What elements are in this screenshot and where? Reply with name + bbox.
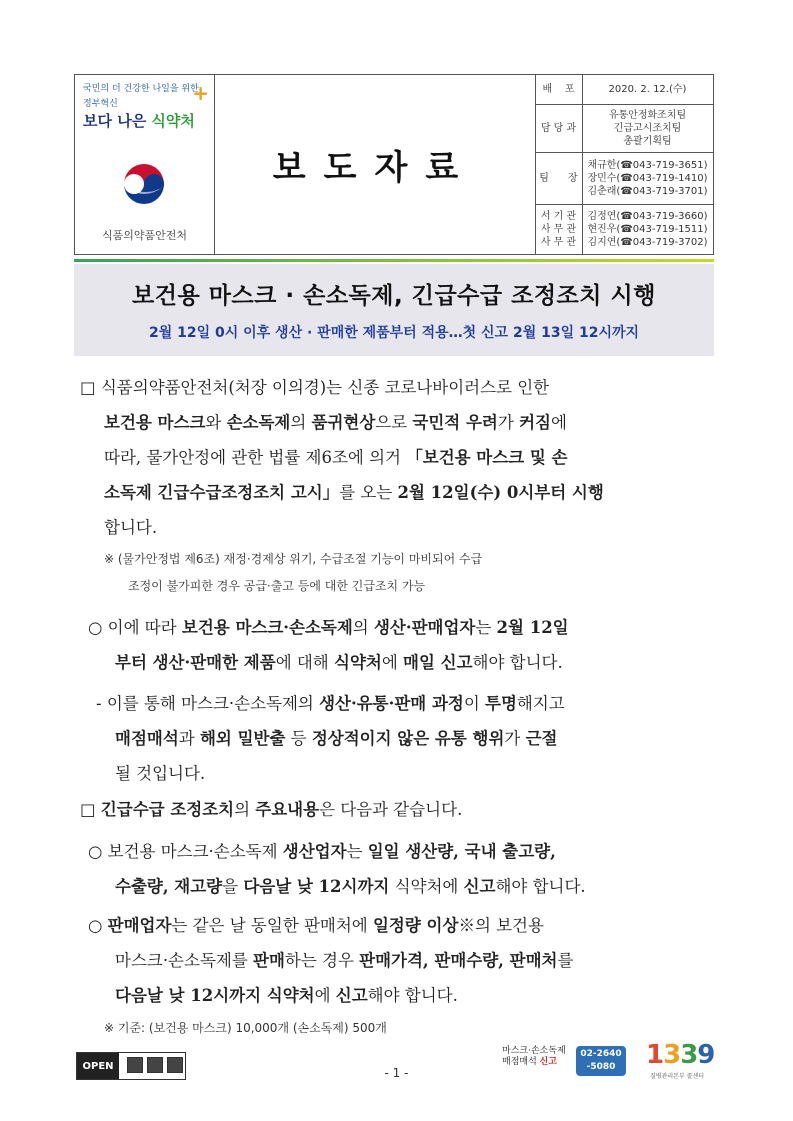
agency-name: 식품의약품안전처 — [101, 229, 187, 242]
info-value: 유통안정화조치팀 긴급고시조치팀 총괄기획팀 — [608, 110, 687, 147]
hotline-digit: 9 — [697, 1040, 715, 1070]
paragraph-transparency — [96, 686, 565, 791]
title-column — [214, 75, 536, 254]
government-innovation-slogan — [83, 81, 207, 141]
paragraph-line: ○ 이에 따라 보건용 마스크·손소독제의 생산·판매업자는 2월 12일 — [88, 618, 569, 637]
open-label: OPEN — [77, 1053, 119, 1079]
logo-column — [75, 75, 215, 254]
info-value: 2020. 2. 12.(수) — [608, 84, 687, 95]
plus-icon: + — [192, 81, 209, 105]
headline-band — [74, 264, 714, 356]
paragraph-intro — [80, 370, 604, 545]
slogan-line-2: 정부혁신 — [83, 99, 118, 109]
hotline-1339-logo — [646, 1040, 714, 1070]
report-phone-badge: 02-2640 -5080 — [576, 1046, 626, 1076]
hotline-caption: 질병관리본부 콜센터 — [650, 1073, 705, 1080]
paragraph-line: 보건용 마스크와 손소독제의 품귀현상으로 국민적 우려가 커짐에 — [104, 413, 567, 432]
info-label: 배 포 — [535, 75, 583, 104]
info-label: 담 당 과 — [535, 105, 583, 152]
hoarding-report-label: 마스크·손소독제 매점매석 신고 — [502, 1046, 566, 1067]
paragraph-producer-duty — [88, 834, 586, 904]
paragraph-line: 소독제 긴급수급조정조치 고시」를 오는 2월 12일(수) 0시부터 시행 — [104, 483, 604, 502]
info-row-distribution — [535, 75, 713, 105]
hotline-digit: 3 — [663, 1040, 681, 1070]
taegeuk-emblem-icon — [117, 157, 171, 211]
info-row-department — [535, 105, 713, 153]
headline-divider — [74, 259, 714, 262]
paragraph-seller-duty — [88, 908, 573, 1013]
note-price-act: ※ (물가안정법 제6조) 재정·경제상 위기, 수급조절 기능이 마비되어 수급 조정이 불가피한 경우 공급·출고 등에 대한 긴급조치 가능 — [104, 552, 483, 593]
paragraph-line: 될 것입니다. — [115, 764, 206, 783]
paragraph-line: ○ 판매업자는 같은 날 동일한 판매처에 일정량 이상※의 보건용 — [88, 916, 544, 935]
info-row-officers — [535, 205, 713, 254]
note-threshold: ※ 기준: (보건용 마스크) 10,000개 (손소독제) 500개 — [104, 1021, 387, 1035]
info-value: 채규한(☎043-719-3651) 장민수(☎043-719-1410) 김춘래(☎043-719-3701) — [587, 160, 708, 197]
paragraph-main-points — [80, 792, 462, 827]
paragraph-line: □ 긴급수급 조정조치의 주요내용은 다음과 같습니다. — [80, 800, 463, 819]
press-release-title: 보도자료 — [272, 148, 477, 188]
hotline-digit: 1 — [646, 1040, 664, 1070]
paragraph-line: 매점매석과 해외 밀반출 등 정상적이지 않은 유통 행위가 근절 — [115, 729, 558, 748]
paragraph-line: - 이를 통해 마스크·손소독제의 생산·유통·판매 과정이 투명해지고 — [96, 694, 565, 713]
paragraph-line: 마스크·손소독제를 판매하는 경우 판매가격, 판매수량, 판매처를 — [115, 951, 574, 970]
info-label: 팀 장 — [535, 153, 583, 204]
slogan-line-1: 국민의 더 건강한 나일을 위한 — [83, 84, 199, 94]
paragraph-line: ○ 보건용 마스크·손소독제 생산업자는 일일 생산량, 국내 출고량, — [88, 842, 556, 861]
paragraph-line: □ 식품의약품안전처(처장 이의경)는 신종 코로나바이러스로 인한 — [80, 378, 550, 397]
slogan-brand: 보다 나은 식약처 — [83, 112, 195, 130]
page-number: - 1 - — [384, 1066, 409, 1080]
info-value: 김정연(☎043-719-3660) 현진우(☎043-719-1511) 김지연(☎043-719-3702) — [587, 211, 708, 248]
paragraph-line: 따라, 물가안정에 관한 법률 제6조에 의거 「보건용 마스크 및 손 — [104, 448, 568, 467]
info-label: 서 기 관 사 무 관 사 무 관 — [535, 205, 583, 254]
hotline-digit: 3 — [680, 1040, 698, 1070]
paragraph-line: 합니다. — [104, 518, 158, 537]
main-headline: 보건용 마스크 · 손소독제, 긴급수급 조정조치 시행 — [132, 283, 656, 309]
info-row-team-leader — [535, 153, 713, 205]
paragraph-line: 수출량, 재고량을 다음날 낮 12시까지 식약처에 신고해야 합니다. — [115, 877, 586, 896]
sub-headline: 2월 12일 0시 이후 생산 · 판매한 제품부터 적용…첫 신고 2월 13일 12시까지 — [148, 325, 640, 341]
paragraph-line: 부터 생산·판매한 제품에 대해 식약처에 매일 신고해야 합니다. — [115, 653, 563, 672]
paragraph-daily-report — [88, 610, 569, 680]
paragraph-line: 다음날 낮 12시까지 식약처에 신고해야 합니다. — [115, 986, 458, 1005]
press-release-header — [74, 74, 714, 255]
contact-info-table — [535, 75, 713, 254]
